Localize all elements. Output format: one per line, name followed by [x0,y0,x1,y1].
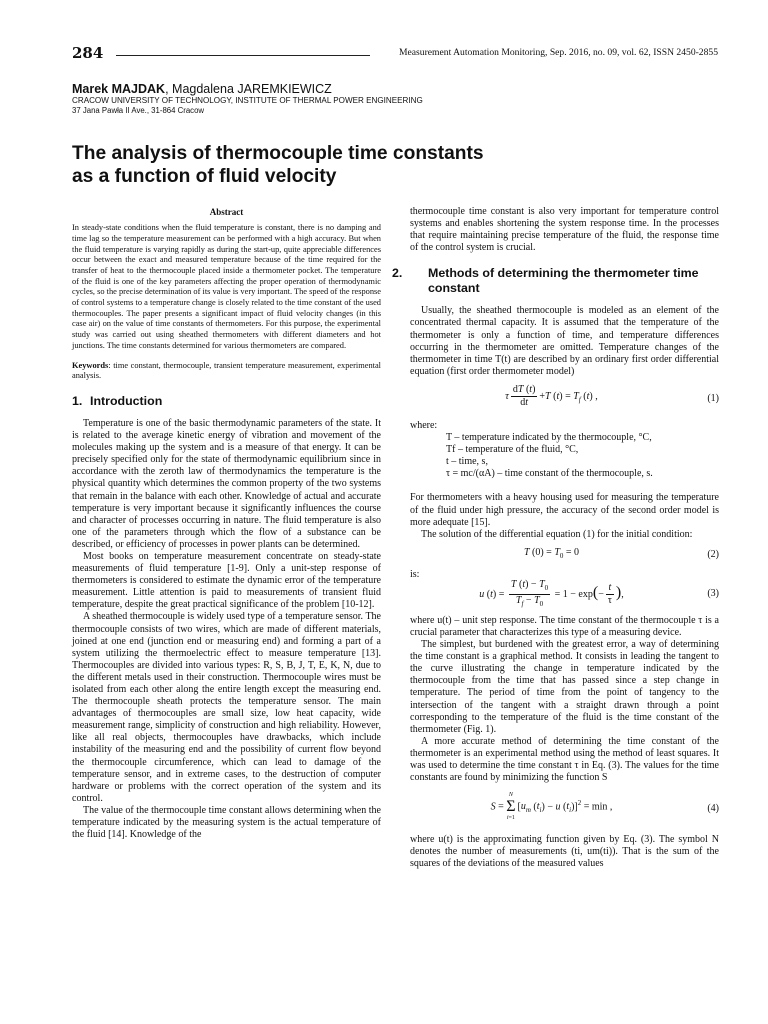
right-column [392,206,719,870]
section-heading-introduction [72,394,381,409]
equation-4-body: S = N Σ i=1 [$u_m$ $(t_i) - u$ $(t_i)]^2 = \min$ , [490,792,613,822]
section-title: Methods of determining the thermometer time constant [428,266,699,296]
section-heading-methods [392,266,719,296]
page-number: 284 [72,44,104,62]
header-rule [116,55,370,56]
affiliation: CRACOW UNIVERSITY OF TECHNOLOGY, INSTITUTE OF THERMAL POWER ENGINEERING [72,96,423,105]
equation-3-body: u (t) = $\frac{T (t) - T_0}{T_f - T_0}$ = 1 − exp(− $\frac{t}{\tau}$ ), [479,578,624,608]
methods-paragraph-3: The solution of the differential equation (1) for the initial condition: [421,528,693,540]
equation-4-number: (4) [707,803,719,815]
title-line-2: as a function of fluid velocity [72,166,337,187]
right-paragraph-0: thermocouple time constant is also very important for temperature control systems and enables shortening the system response time. In the processes that require maintaining precise temperature of the fluid, the response time of the control system is crucial. [410,206,719,254]
symbol-list-item: t – time, s, [446,456,488,468]
methods-paragraph-7: where u(t) is the approximating function given by Eq. (3). The symbol N denotes the number of measurements (ti, um(ti)). That is the sum of the squares of the deviations of the measured values [410,834,719,870]
address: 37 Jana Pawła II Ave., 31-864 Cracow [72,106,205,115]
keywords-text: : time constant, thermocouple, transient temperature measurement, experimental analysis. [72,360,381,381]
symbol-list-item: τ = mc/(αA) – time constant of the thermocouple, s. [446,468,653,480]
keywords [72,361,381,382]
abstract-heading: Abstract [209,207,244,217]
symbol-list-item: Tf – temperature of the fluid, °C, [446,444,579,456]
section-number: 1. [72,393,83,408]
equation-1-number: (1) [707,392,719,404]
keywords-label: Keywords [72,360,109,370]
symbol-list-item: T – temperature indicated by the thermocouple, °C, [446,432,652,444]
journal-citation: Measurement Automation Monitoring, Sep. 2016, no. 09, vol. 62, ISSN 2450-2855 [399,47,718,58]
symbol-list [410,432,719,480]
equation-2 [410,547,719,563]
equation-3-number: (3) [707,587,719,599]
where-label: where: [410,419,438,431]
title-line-1: The analysis of thermocouple time constants [72,143,484,164]
methods-paragraph-4: where u(t) – unit step response. The time constant of the thermocouple τ is a crucial parameter that characterizes this type of a measuring device. [410,614,719,638]
equation-2-number: (2) [707,548,719,560]
abstract-text: In steady-state conditions when the fluid temperature is constant, there is no damping and time lag so the temperature measurement can be performed with a high accuracy. But when the fluid temperature is varying rapidly as during the start-up, quite appreciable differences occur between the exact and measured temperature because of the time required for the transfer of heat to the thermocouple placed inside a thermometer pocket. The temperature of the fluid is one of the key parameters affecting the proper operation of thermodynamic cycles, so the precise determination of its value is very important. The speed of the response of control systems to a temperature change is closely related to the time constant of the used thermocouples. The paper presents a significant impact of fluid velocity changes (in this case air) on the value of time constants of thermometers. For this purpose, the experimental study was carried out using sheathed thermometers with different diameters and hot junctions. The time constants determined for various thermometers are compared. [72,223,381,350]
paper-title [72,142,632,188]
equation-1-body: τ $\frac{dT (t)}{dt}$ +T $(t) = T_f$ (t) , [505,383,598,408]
intro-paragraph-2: Most books on temperature measurement concentrate on steady-state measurements of fluid temperature [1-9]. Only a unit-step response of thermometers is considered to estimate the dynamic error of the temperature measurement. Little attention is paid to measurements of transient fluid temperature, despite the great practical significance of the problem [10-12]. [72,550,381,611]
running-header [72,44,718,64]
first-author: Marek MAJDAK [72,82,166,96]
methods-paragraph-5: The simplest, but burdened with the greatest error, a way of determining the time constant is a graphical method. It consists in leading the tangent to the curve illustrating the change in temperature indicated by the thermocouple from the time that has passed since a step change in temperature. The period of time from the point of tangency to the intersection of the tangent with a straight drawn through a point corresponding to the temperature of the fluid is the time constant of the thermometer (Fig. 1). [410,639,719,735]
methods-paragraph-6: A more accurate method of determining the time constant of the thermometer is an experimental method using the method of least squares. It was used to determine the time constant τ in Eq. (3). The values for the time constants are found by minimizing the function S [410,735,719,784]
intro-paragraph-1: Temperature is one of the basic thermodynamic parameters of the state. It is related to the average kinetic energy of vibration and movement of the molecules making up the system and is a measure of that energy. It can be precisely specified only for the state of thermodynamic equilibrium since in accordance with the zeroth law of thermodynamics the temperature is the physical quantity which determines the common property of the two systems that remain in the balance with each other. Knowledge of actual and accurate temperature is very important because it significantly influences the course and character of processes occurring in nature. The fluid temperature is also one of the parameters through which the flow of a substance can be described, or efficiency of processes in power plants can be determined. [72,417,381,550]
equation-4 [410,792,719,826]
left-column [72,206,381,841]
methods-paragraph-1: Usually, the sheathed thermocouple is modeled as an element of the concentrated thermal capacity. It is assumed that the temperature of the thermometer is only a function of time, and temperature differences occurring in the thermometer are omitted. Temperature changes of the thermometer in time T(t) are described by an ordinary first order differential equation (first order thermometer model) [410,305,719,377]
section-title: Introduction [90,393,163,408]
intro-paragraph-4: The value of the thermocouple time constant allows determining when the temperature indicated by the measuring system is the actual temperature of the fluid [14]. Knowledge of the [72,804,381,841]
equation-1 [410,384,719,414]
is-label: is: [410,568,420,580]
equation-3 [410,579,719,609]
intro-paragraph-3: A sheathed thermocouple is widely used type of a temperature sensor. The thermocouple consists of two wires, which are made of different materials, joined at one end (junction end or measuring end) and forming a part of a system utilizing the thermoelectric effect to measure temperature [13]. Thermocouples are divided into various types: R, S, B, J, T, E, K, N, due to the different metals used in their construction. Thermocouple wires must be isolated from each other along the entire length except the measuring end. The thermocouple sheath protects the temperature sensor. The main advantages of thermocouples are small size, low heat capacity, wide measurement range, simplicity of construction and high reliability. However, like all real objects, thermocouples have drawbacks, which include instability of the measuring end and the possibility of current flow beyond the thermocouple circumference, which can lead to damage of the temperature sensor, and in extreme cases, to the destruction of computer hardware or problems with the correct operation of the system and its control. [72,611,381,804]
author-line [72,82,332,96]
section-number: 2. [392,266,403,281]
methods-paragraph-2: For thermometers with a heavy housing used for measuring the temperature of the fluid under high pressure, the accuracy of the second order model is more adequate [15]. [410,492,719,528]
equation-2-body: T $(0) = T_0 = 0$ [523,546,580,560]
co-authors: , Magdalena JAREMKIEWICZ [165,82,332,96]
